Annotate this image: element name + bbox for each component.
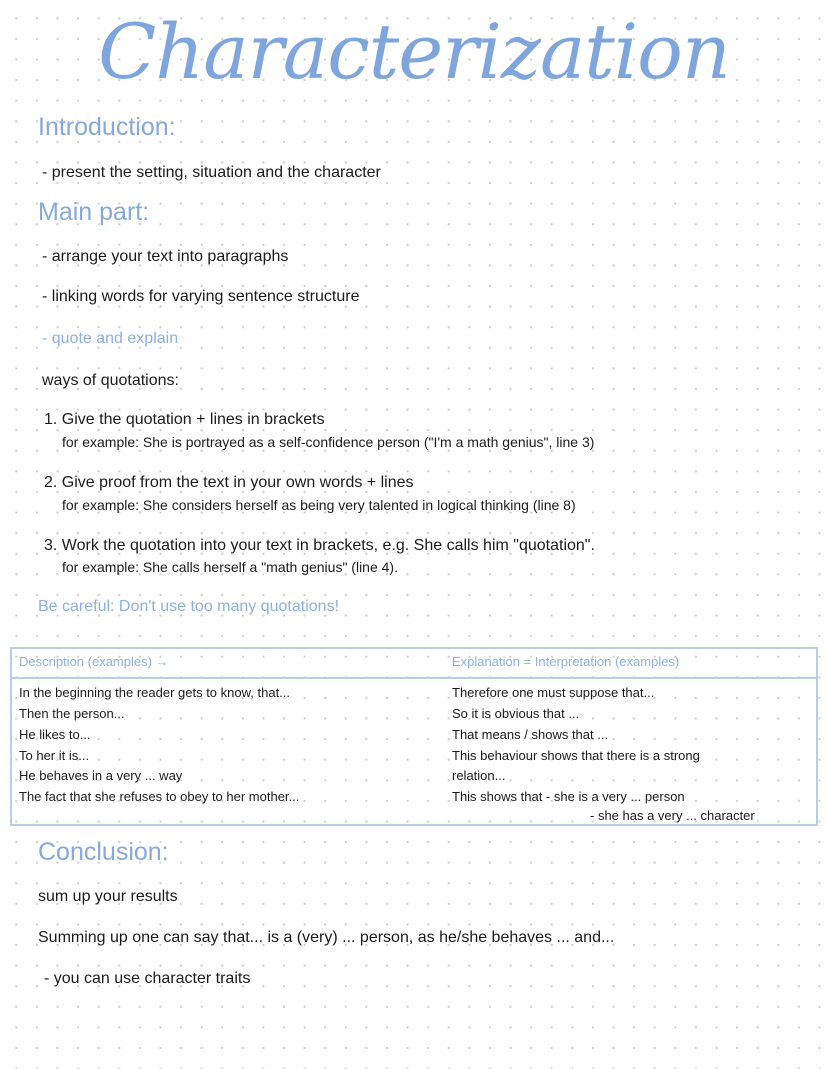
examples-table	[10, 647, 818, 826]
table-cell-explanation: So it is obvious that ...	[452, 706, 580, 721]
table-cell-explanation: This shows that - she is a very ... person	[452, 789, 685, 804]
table-cell-description: Then the person...	[19, 706, 125, 721]
conclusion-point: - you can use character traits	[44, 970, 251, 987]
way-example: for example: She is portrayed as a self-confidence person ("I'm a math genius", line 3)	[62, 434, 595, 450]
table-cell-explanation: This behaviour shows that there is a strong	[452, 748, 700, 763]
main-part-point: - quote and explain	[42, 330, 179, 347]
page-title: Characterization	[98, 7, 730, 96]
conclusion-point: sum up your results	[38, 888, 178, 905]
table-cell-description: To her it is...	[19, 748, 90, 763]
introduction-point: - present the setting, situation and the character	[42, 164, 381, 181]
introduction-heading: Introduction:	[38, 113, 176, 141]
table-cell-explanation: Therefore one must suppose that...	[452, 685, 655, 700]
main-part-heading: Main part:	[38, 198, 150, 226]
conclusion-point: Summing up one can say that... is a (very) ... person, as he/she behaves ... and...	[38, 929, 615, 946]
table-cell-description: He behaves in a very ... way	[19, 768, 183, 783]
main-part-point: - linking words for varying sentence structure	[42, 288, 360, 305]
table-header-description: Description (examples) →	[19, 654, 169, 669]
main-part-point: - arrange your text into paragraphs	[42, 248, 289, 265]
table-cell-explanation: relation...	[452, 768, 506, 783]
way-item: 3. Work the quotation into your text in brackets, e.g. She calls him "quotation".	[44, 537, 595, 554]
careful-note: Be careful: Don't use too many quotations!	[38, 598, 340, 615]
ways-heading: ways of quotations:	[42, 372, 179, 389]
table-cell-description: He likes to...	[19, 727, 91, 742]
table-cell-description: The fact that she refuses to obey to her mother...	[19, 789, 300, 804]
way-item: 2. Give proof from the text in your own words + lines	[44, 474, 414, 491]
conclusion-heading: Conclusion:	[38, 838, 169, 866]
way-example: for example: She considers herself as being very talented in logical thinking (line 8)	[62, 497, 576, 513]
table-cell-explanation: That means / shows that ...	[452, 727, 609, 742]
table-header-explanation: Explanation = Interpretation (examples)	[452, 654, 680, 669]
way-item: 1. Give the quotation + lines in brackets	[44, 411, 325, 428]
table-cell-explanation: - she has a very ... character	[590, 808, 755, 823]
table-divider	[12, 677, 816, 679]
way-example: for example: She calls herself a "math genius" (line 4).	[62, 559, 398, 575]
table-cell-description: In the beginning the reader gets to know, that...	[19, 685, 291, 700]
